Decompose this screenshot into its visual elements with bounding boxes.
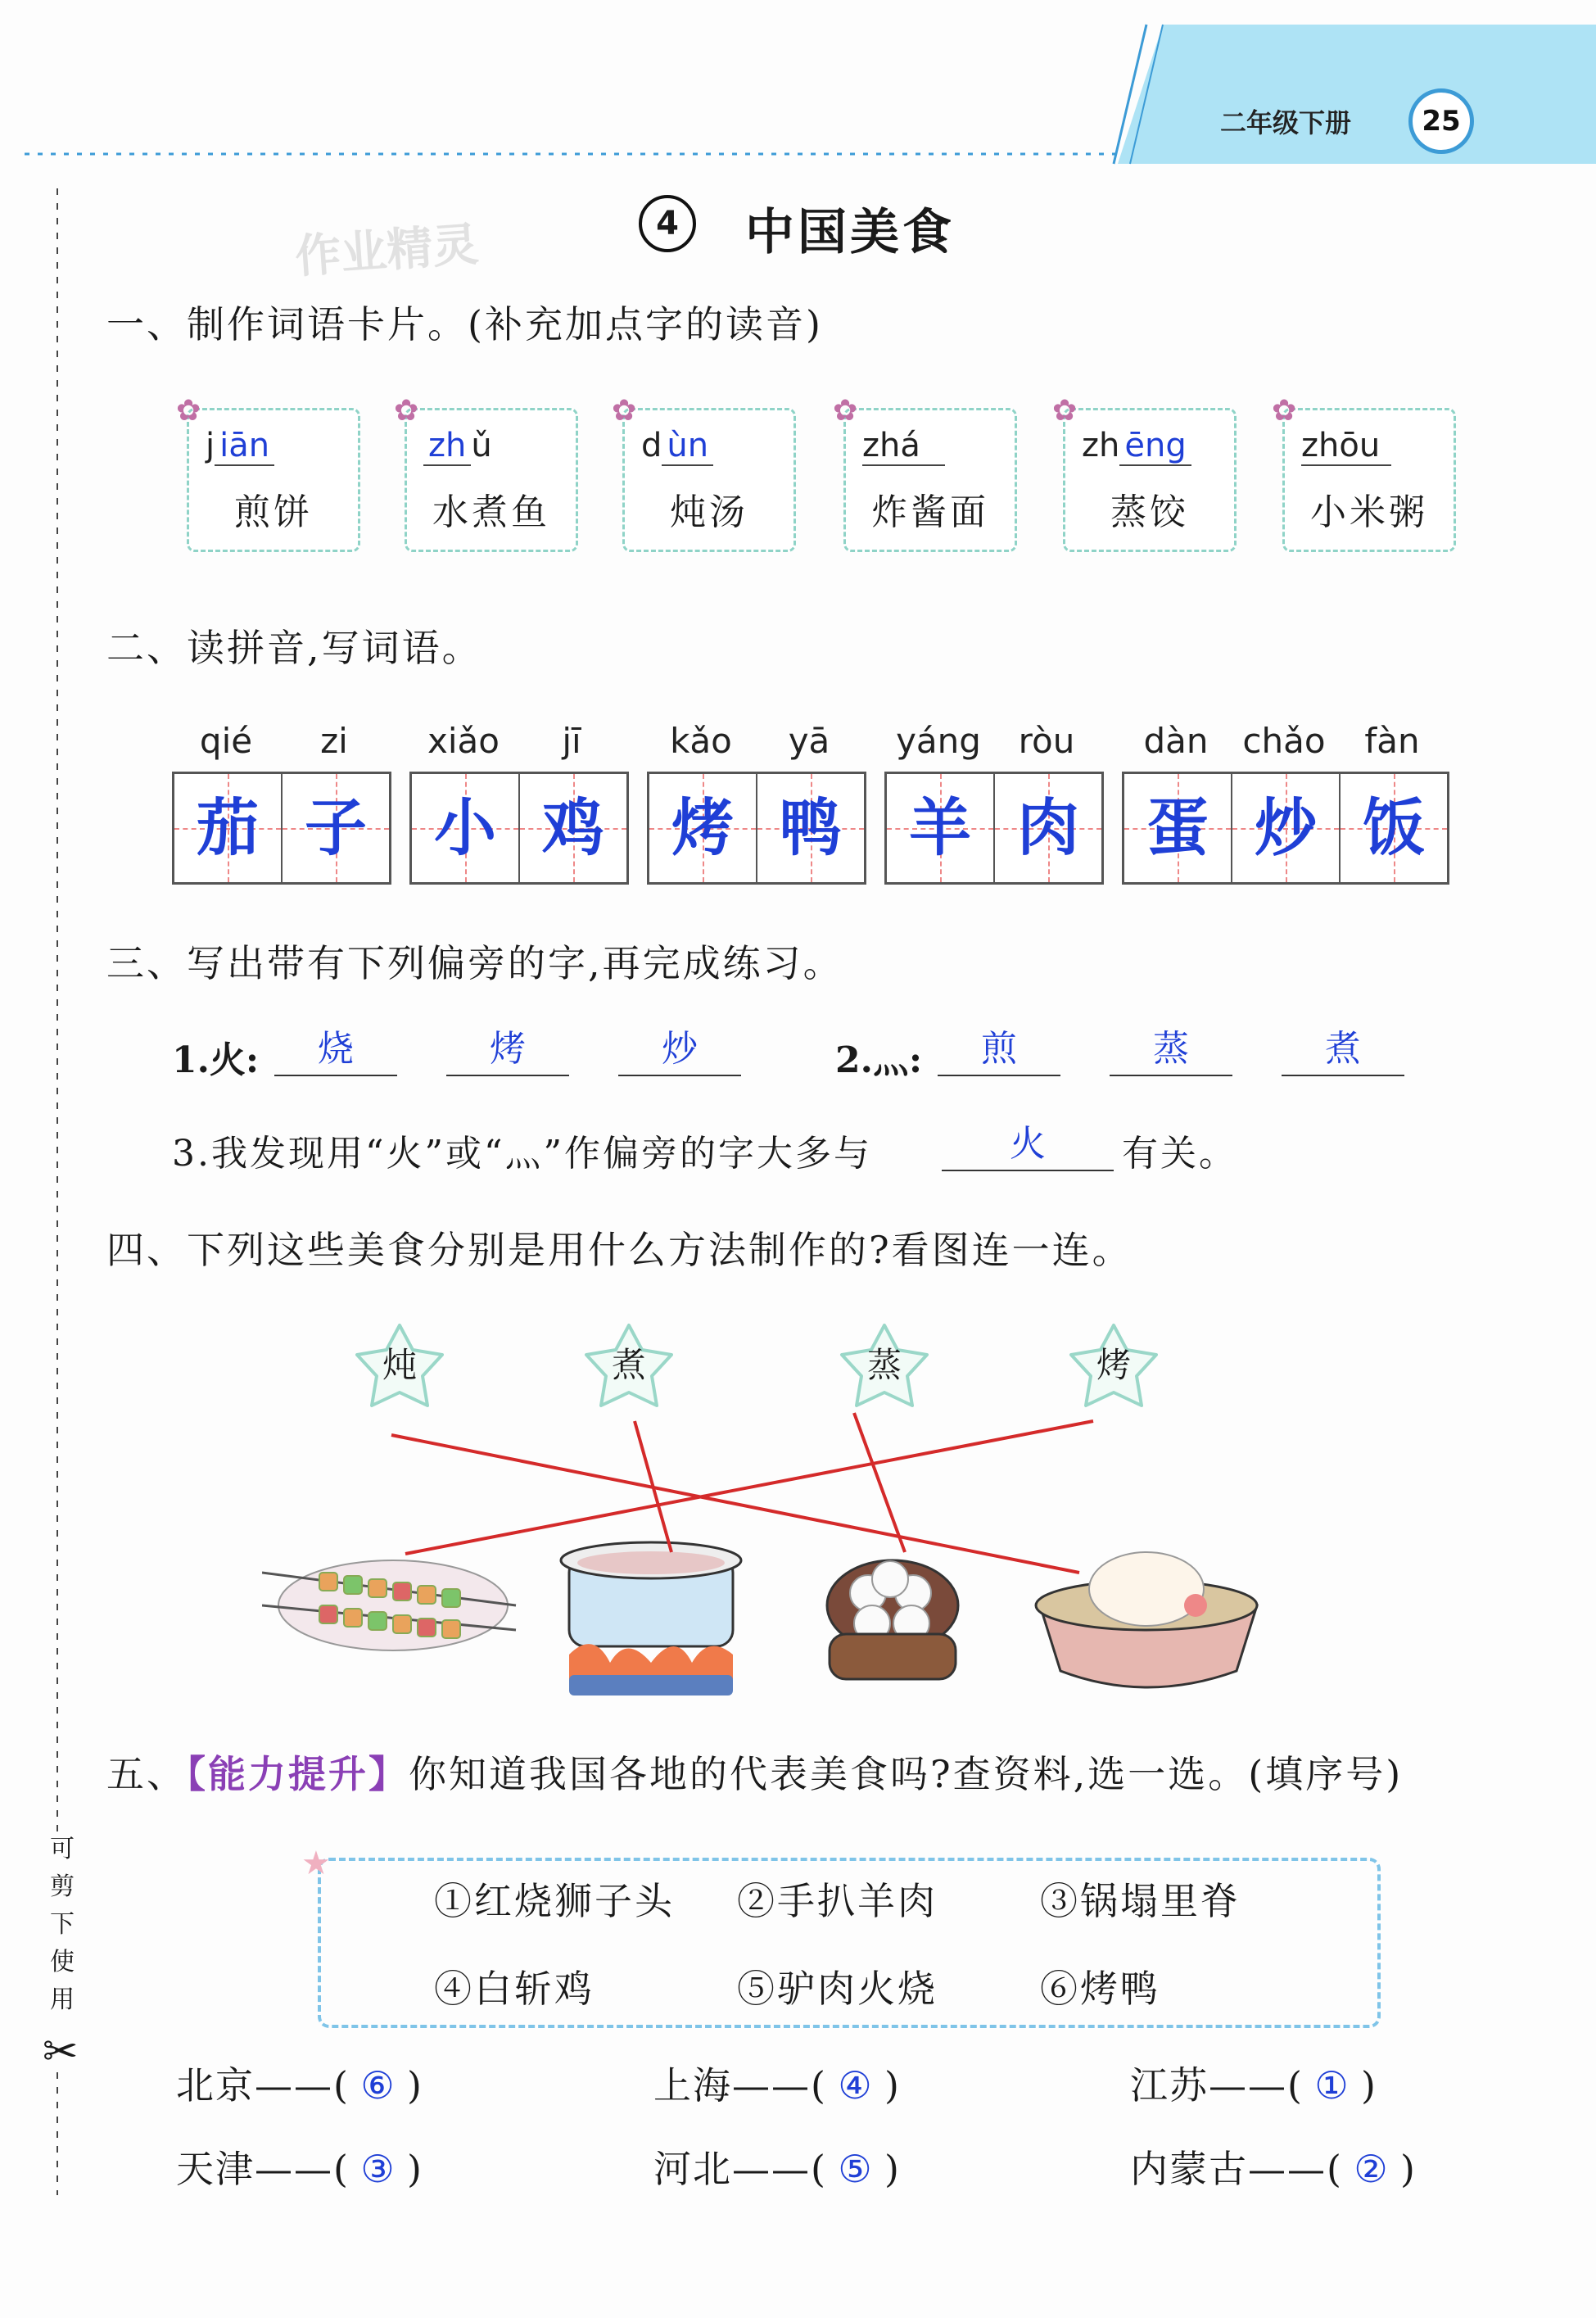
word-card: ✿ j iān 煎饼 [187,408,360,552]
answer-blank: 炒 [618,1024,741,1076]
card-word: 蒸饺 [1110,491,1189,533]
answer-blank: 烤 [446,1024,569,1076]
answer-value: ⑤ [838,2147,874,2191]
q3-text: 3.我发现用“火”或“灬”作偏旁的字大多与 [172,1133,872,1175]
word-card: ✿ zhá 炸酱面 [843,408,1017,552]
writing-grid [409,772,629,885]
card-word: 水煮鱼 [432,491,550,533]
flower-icon: ✿ [612,394,637,428]
star-icon: ★ [301,1845,331,1882]
grid-cell: 蛋 [1124,774,1232,882]
option-item: ①红烧狮子头 [434,1879,675,1923]
grid-cell: 子 [283,774,389,882]
flower-icon: ✿ [1052,394,1078,428]
flower-icon: ✿ [833,394,858,428]
card-word: 炖汤 [670,491,748,533]
answer-blank: 煮 [1282,1024,1404,1076]
word-card: ✿ d ùn 炖汤 [622,408,796,552]
q1-label: 1.火: [172,1039,260,1081]
pinyin-answer: ēng [1119,427,1191,466]
section2-title: 二、读拼音,写词语。 [106,626,482,670]
scissors-icon: ✂ [43,2027,79,2076]
steamed-buns-icon [823,1548,962,1695]
option-item: ④白斩鸡 [434,1967,595,2011]
answer-value: ① [1314,2063,1350,2107]
flower-icon: ✿ [1272,394,1297,428]
method-star: 煮 [580,1320,678,1410]
method-star: 炖 [350,1320,449,1410]
answer-row: 北京——( ⑥ ) [176,2063,423,2107]
header-band [0,0,1596,172]
grid-cell: 鸡 [520,774,626,882]
word-card: ✿ zh ēng 蒸饺 [1063,408,1237,552]
option-item: ⑥烤鸭 [1040,1967,1160,2011]
stewed-chicken-icon [1024,1540,1269,1695]
section1-title: 一、制作词语卡片。(补充加点字的读音) [106,302,823,346]
skewers-icon [262,1523,524,1671]
answer-row: 天津——( ③ ) [176,2147,423,2191]
writing-grid [647,772,866,885]
section3-title: 三、写出带有下列偏旁的字,再完成练习。 [106,941,843,985]
ability-tag: 【能力提升】 [187,1752,409,1796]
pinyin-answer: ùn [662,427,713,466]
option-item: ⑤驴肉火烧 [737,1967,938,2011]
pinyin-line: kǎo yā [670,721,830,761]
grid-cell: 炒 [1232,774,1341,882]
card-word: 小米粥 [1310,491,1428,533]
grade-label: 二年级下册 [1220,107,1352,138]
pinyin-line: xiǎo jī [427,721,581,761]
grid-cell: 茄 [174,774,283,882]
q3-tail: 有关。 [1122,1133,1237,1175]
option-item: ③锅塌里脊 [1040,1879,1241,1923]
answer-row: 上海——( ④ ) [653,2063,901,2107]
section5-title: 五、【能力提升】你知道我国各地的代表美食吗?查资料,选一选。(填序号) [106,1752,1404,1796]
lesson-title: 中国美食 [745,204,955,261]
word-card: ✿ zh ǔ 水煮鱼 [405,408,578,552]
writing-grid [1122,772,1449,885]
boiling-pot-icon [545,1540,757,1704]
pinyin-answer: zh [423,427,471,466]
flower-icon: ✿ [176,394,201,428]
grid-cell: 烤 [649,774,757,882]
pinyin-line: dàn chǎo fàn [1143,721,1420,761]
method-star: 蒸 [835,1320,934,1410]
watermark: 作业精灵 [293,218,481,284]
side-note: 可 剪 下 使 用 [50,1835,75,2014]
grid-cell: 饭 [1341,774,1447,882]
answer-value: ② [1354,2147,1390,2191]
answer-row: 内蒙古——( ② ) [1130,2147,1417,2191]
match-line [635,1421,671,1552]
writing-grid [172,772,391,885]
writing-grid [884,772,1104,885]
match-line [854,1413,905,1552]
card-word: 炸酱面 [871,491,989,533]
answer-blank: 煎 [938,1024,1060,1076]
grid-cell: 羊 [887,774,995,882]
answer-blank: 蒸 [1110,1024,1232,1076]
answer-value: ⑥ [360,2063,396,2107]
answer-row: 江苏——( ① ) [1130,2063,1377,2107]
pinyin-answer: iān [215,427,274,466]
section4-title: 四、下列这些美食分别是用什么方法制作的?看图连一连。 [106,1228,1133,1272]
grid-cell: 小 [412,774,520,882]
pinyin-line: yáng ròu [896,721,1075,761]
answer-row: 河北——( ⑤ ) [653,2147,901,2191]
card-word: 煎饼 [234,491,313,533]
method-star: 烤 [1065,1320,1163,1410]
flower-icon: ✿ [394,394,419,428]
answer-blank: 火 [942,1119,1114,1171]
grid-cell: 肉 [995,774,1101,882]
answer-value: ③ [360,2147,396,2191]
option-item: ②手扒羊肉 [737,1879,938,1923]
grid-cell: 鸭 [757,774,864,882]
answer-blank: 烧 [274,1024,397,1076]
lesson-number: 4 [639,195,696,252]
word-card: ✿ zhōu 小米粥 [1282,408,1456,552]
q2-label: 2.灬: [835,1039,923,1081]
answer-value: ④ [838,2063,874,2107]
pinyin-line: qié zi [199,721,348,761]
page-number: 25 [1408,88,1474,154]
